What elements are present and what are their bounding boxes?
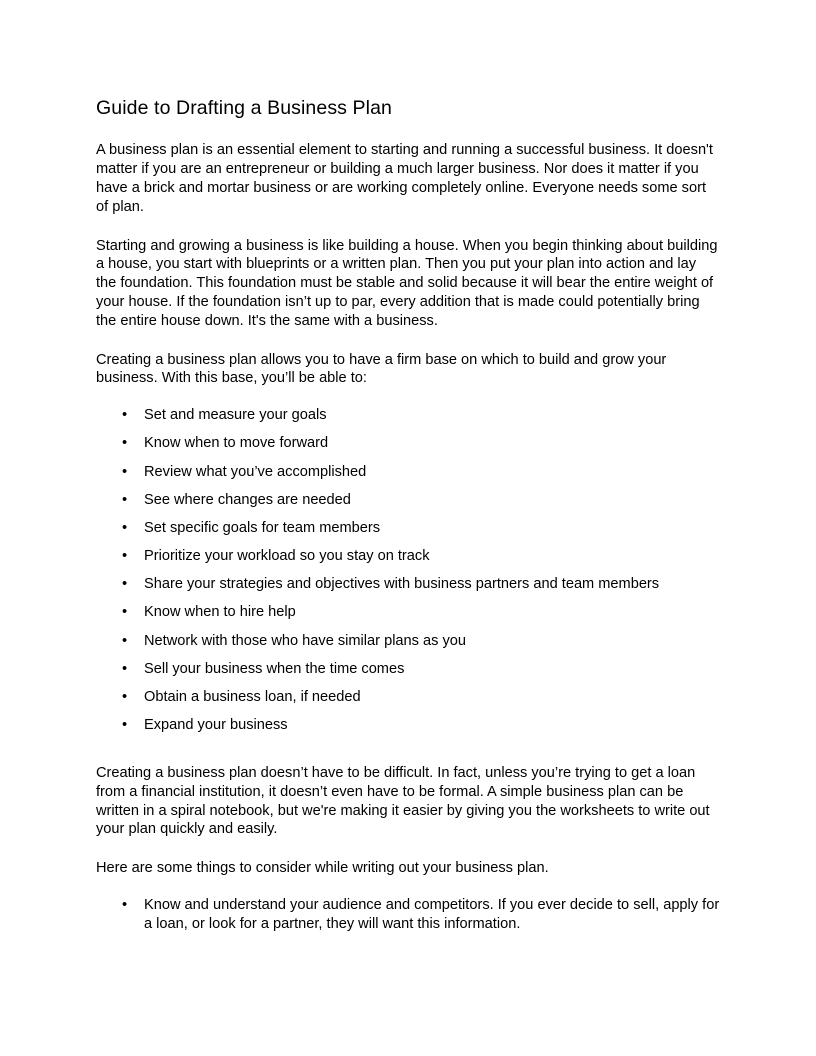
list-item-label: Know and understand your audience and competitors. If you ever decide to sell, apply for a loan, or look for a partner, they will want this information. [144,896,720,932]
list-item-label: Network with those who have similar plans as you [144,632,467,649]
list-item-label: Share your strategies and objectives with business partners and team members [144,576,660,593]
difficulty-paragraph: Creating a business plan doesn’t have to be difficult. In fact, unless you’re trying to get a loan from a financial institution, it doesn’t even have to be formal. A simple business plan can be written in a spiral notebook, but we're making it easier by giving you the worksheets to write out your plan quickly and easily. [96,765,710,838]
bullet-icon: • [122,660,128,677]
considerations-lead-in-paragraph: Here are some things to consider while writing out your business plan. [96,860,549,877]
list-item [96,632,720,651]
benefits-list [96,406,720,735]
benefits-lead-in-paragraph: Creating a business plan allows you to have a firm base on which to build and grow your business. With this base, you’ll be able to: [96,351,667,387]
list-item-label: Sell your business when the time comes [144,660,405,677]
list-item-label: See where changes are needed [144,491,351,508]
list-item [96,519,720,538]
list-paragraph-spacer [96,757,720,764]
bullet-icon: • [122,632,128,649]
analogy-paragraph: Starting and growing a business is like building a house. When you begin thinking about building a house, you start with blueprints or a written plan. Then you put your plan into action and lay the foundation. This foundation must be stable and solid because it will bear the entire weight of your house. If the foundation isn’t up to par, every addition that is made could potentially bring the entire house down. It's the same with a business. [96,237,718,329]
list-item [96,716,720,735]
list-item-label: Obtain a business loan, if needed [144,689,361,706]
list-item [96,688,720,707]
list-item [96,547,720,566]
bullet-icon: • [122,896,128,913]
considerations-list [96,896,720,934]
bullet-icon: • [122,463,128,480]
list-item [96,491,720,510]
list-item [96,660,720,679]
list-item [96,434,720,453]
bullet-icon: • [122,407,128,424]
bullet-icon: • [122,576,128,593]
list-item-label: Prioritize your workload so you stay on track [144,548,430,565]
list-item-label: Set and measure your goals [144,407,327,424]
list-item-label: Know when to move forward [144,435,329,452]
list-item [96,406,720,425]
bullet-icon: • [122,717,128,734]
list-item [96,575,720,594]
list-item [96,463,720,482]
page-title: Guide to Drafting a Business Plan [96,97,392,119]
list-item-label: Set specific goals for team members [144,519,381,536]
intro-paragraph: A business plan is an essential element to starting and running a successful business. It doesn't matter if you are an entrepreneur or building a much larger business. Nor does it matter if you have a brick and mortar business or are working completely online. Everyone needs some sort of plan. [96,142,713,215]
bullet-icon: • [122,604,128,621]
list-item-label: Review what you’ve accomplished [144,463,367,480]
list-item [96,603,720,622]
bullet-icon: • [122,519,128,536]
list-item [96,896,720,934]
bullet-icon: • [122,491,128,508]
list-item-label: Expand your business [144,717,288,734]
bullet-icon: • [122,689,128,706]
list-item-label: Know when to hire help [144,604,296,621]
bullet-icon: • [122,548,128,565]
bullet-icon: • [122,435,128,452]
